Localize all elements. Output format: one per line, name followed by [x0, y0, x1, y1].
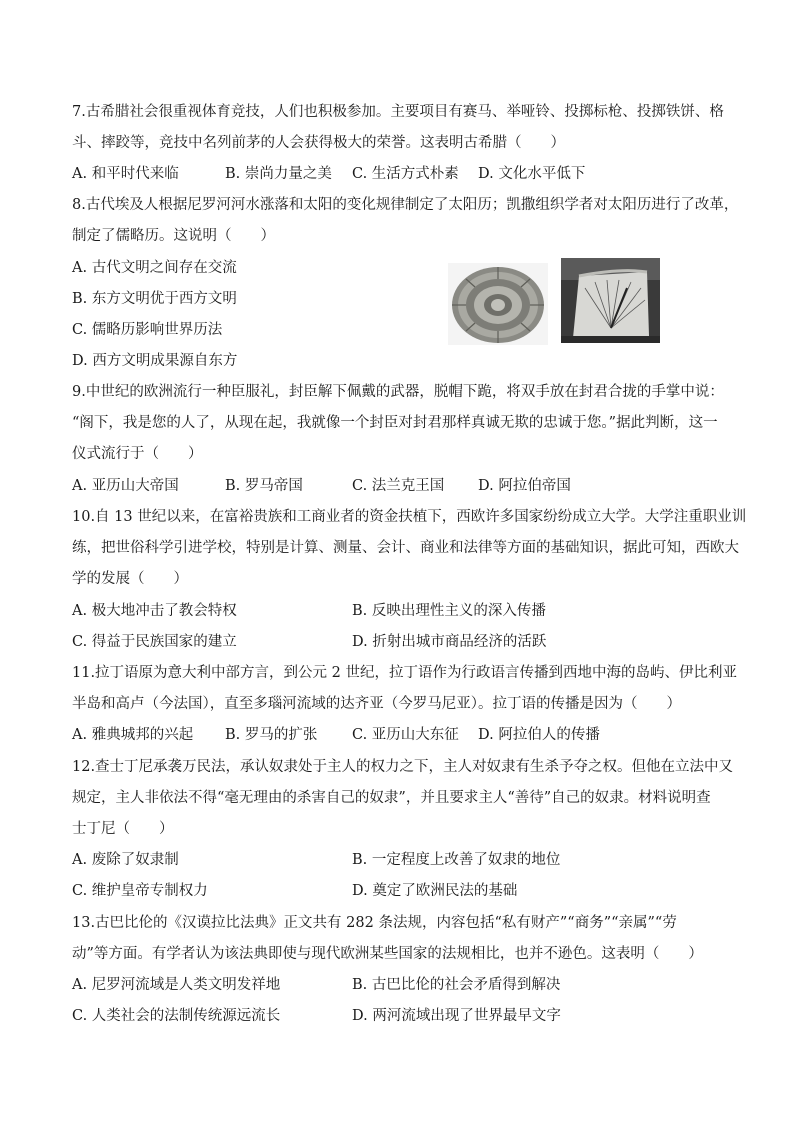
question-10: [72, 502, 747, 596]
option-d[interactable]: D. 奠定了欧洲民法的基础: [352, 883, 518, 899]
question-9-line-3: 仪式流行于（ ）: [72, 446, 203, 463]
question-13-line-1: 13.古巴比伦的《汉谟拉比法典》正文共有 282 条法规，内容包括“私有财产”“商务”“亲属”“劳: [72, 915, 677, 931]
option-a[interactable]: A. 亚历山大帝国: [72, 478, 179, 494]
option-b[interactable]: B. 罗马帝国: [225, 478, 303, 494]
option-d[interactable]: D. 折射出城市商品经济的活跃: [352, 634, 547, 650]
question-12: [72, 752, 734, 846]
question-13-line-2: 动”等方面。有学者认为该法典即使与现代欧洲某些国家的法规相比，也并不逊色。这表明（ ）: [72, 946, 703, 963]
option-c[interactable]: C. 儒略历影响世界历法: [72, 322, 223, 338]
question-12-line-3: 士丁尼（ ）: [72, 821, 174, 838]
question-10-line-3: 学的发展（ ）: [72, 571, 188, 588]
option-a[interactable]: A. 极大地冲击了教会特权: [72, 603, 237, 619]
question-12-options-row-1: [72, 845, 722, 876]
question-12-line-2: 规定，主人非依法不得“毫无理由的杀害自己的奴隶”，并且要求主人“善待”自己的奴隶。材料说明查: [72, 790, 711, 807]
question-11: [72, 658, 737, 720]
option-b[interactable]: B. 反映出理性主义的深入传播: [352, 603, 546, 619]
question-9-options: [72, 471, 722, 502]
question-13-options-row-2: [72, 1001, 722, 1032]
question-10-options-row-2: [72, 627, 722, 658]
option-c[interactable]: C. 法兰克王国: [352, 478, 445, 494]
option-c[interactable]: C. 维护皇帝专制权力: [72, 883, 208, 899]
question-11-options: [72, 720, 722, 751]
question-7-line-1: 7.古希腊社会很重视体育竞技，人们也积极参加。主要项目有赛马、举哑铃、投掷标枪、投掷铁饼、格: [72, 104, 724, 120]
option-b[interactable]: B. 古巴比伦的社会矛盾得到解决: [352, 977, 561, 993]
question-11-line-2: 半岛和高卢（今法国），直至多瑙河流域的达齐亚（今罗马尼亚）。拉丁语的传播是因为（ ）: [72, 696, 681, 713]
option-d[interactable]: D. 西方文明成果源自东方: [72, 353, 238, 369]
question-10-options-row-1: [72, 596, 722, 627]
question-8: [72, 190, 739, 252]
question-8-line-1: 8.古代埃及人根据尼罗河河水涨落和太阳的变化规律制定了太阳历；凯撒组织学者对太阳历进行了改革，: [72, 197, 739, 213]
option-b[interactable]: B. 东方文明优于西方文明: [72, 291, 237, 307]
option-c[interactable]: C. 得益于民族国家的建立: [72, 634, 237, 650]
option-a[interactable]: A. 古代文明之间存在交流: [72, 260, 237, 276]
question-13: [72, 908, 722, 970]
question-7: [72, 97, 722, 159]
sundial-image: [561, 258, 660, 343]
option-c[interactable]: C. 人类社会的法制传统源远流长: [72, 1008, 281, 1024]
option-d[interactable]: D. 文化水平低下: [478, 166, 586, 182]
sun-stone-image: [448, 263, 548, 345]
option-b[interactable]: B. 崇尚力量之美: [225, 166, 332, 182]
question-12-line-1: 12.查士丁尼承袭万民法，承认奴隶处于主人的权力之下，主人对奴隶有生杀予夺之权。但他在立法中又: [72, 759, 734, 775]
option-b[interactable]: B. 罗马的扩张: [225, 727, 318, 743]
question-8-line-2: 制定了儒略历。这说明（ ）: [72, 228, 275, 245]
option-a[interactable]: A. 和平时代来临: [72, 166, 179, 182]
option-d[interactable]: D. 阿拉伯帝国: [478, 478, 571, 494]
option-a[interactable]: A. 尼罗河流域是人类文明发祥地: [72, 977, 281, 993]
question-7-line-2: 斗、摔跤等，竞技中名列前茅的人会获得极大的荣誉。这表明古希腊（ ）: [72, 135, 565, 152]
option-b[interactable]: B. 一定程度上改善了奴隶的地位: [352, 852, 561, 868]
option-a[interactable]: A. 雅典城邦的兴起: [72, 727, 194, 743]
question-10-line-1: 10.自 13 世纪以来，在富裕贵族和工商业者的资金扶植下，西欧许多国家纷纷成立大学。大学注重职业训: [72, 509, 747, 525]
question-7-options: [72, 159, 722, 190]
question-10-line-2: 练，把世俗科学引进学校，特别是计算、测量、会计、商业和法律等方面的基础知识，据此可知，西欧大: [72, 540, 739, 557]
option-c[interactable]: C. 生活方式朴素: [352, 166, 459, 182]
question-9-line-1: 9.中世纪的欧洲流行一种臣服礼，封臣解下佩戴的武器，脱帽下跪，将双手放在封君合拢的手掌中说：: [72, 384, 724, 400]
sun-stone-icon: [448, 263, 548, 345]
question-12-options-row-2: [72, 876, 722, 907]
question-9: [72, 377, 722, 471]
option-a[interactable]: A. 废除了奴隶制: [72, 852, 179, 868]
option-d[interactable]: D. 阿拉伯人的传播: [478, 727, 600, 743]
sundial-icon: [561, 258, 660, 343]
option-c[interactable]: C. 亚历山大东征: [352, 727, 459, 743]
question-13-options-row-1: [72, 970, 722, 1001]
option-d[interactable]: D. 两河流域出现了世界最早文字: [352, 1008, 561, 1024]
question-11-line-1: 11.拉丁语原为意大利中部方言，到公元 2 世纪，拉丁语作为行政语言传播到西地中海的岛屿、伊比利亚: [72, 665, 737, 681]
question-9-line-2: “阁下，我是您的人了，从现在起，我就像一个封臣对封君那样真诚无欺的忠诚于您。”据此判断，这一: [72, 415, 718, 432]
